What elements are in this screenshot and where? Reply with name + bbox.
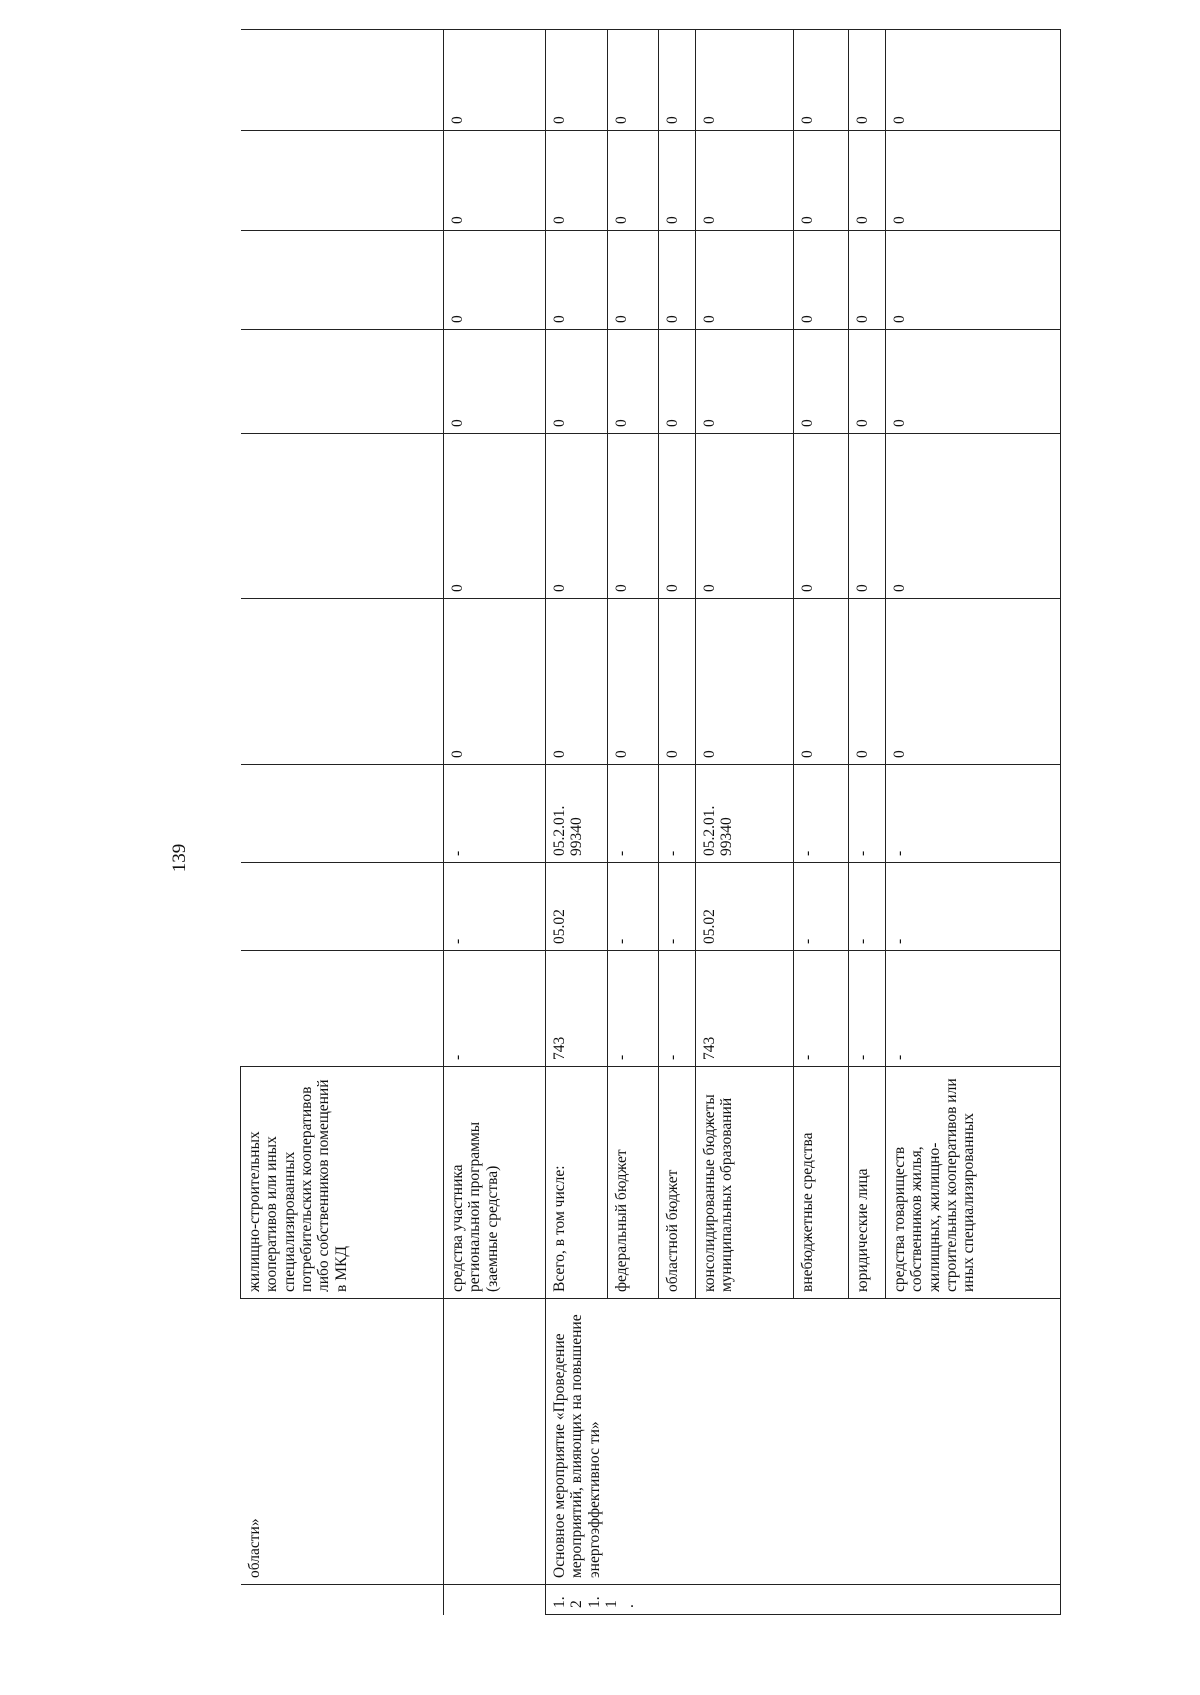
csr-cell [241,765,444,863]
source-cell: внебюджетные средства [794,1067,849,1299]
grbs-cell: - [444,951,546,1067]
value-cell: 0 [608,30,659,131]
value-cell: 0 [608,131,659,231]
value-cell: 0 [444,330,546,434]
value-cell [241,30,444,131]
rzpr-cell: 05.02 [546,863,608,951]
row-number-line: 1.1 [585,1596,621,1608]
value-cell: 0 [849,599,886,765]
rzpr-cell: 05.02 [696,863,794,951]
grbs-cell: 743 [546,951,608,1067]
value-cell: 0 [546,599,608,765]
group-title-cell [444,1299,546,1585]
value-cell: 0 [886,231,1061,330]
value-cell [241,330,444,434]
value-cell: 0 [546,434,608,599]
rzpr-cell: - [444,863,546,951]
csr-cell: 05.2.01. 99340 [546,765,608,863]
value-cell: 0 [794,434,849,599]
source-cell: Всего, в том числе: [546,1067,608,1299]
row-number-cell [241,1585,444,1615]
source-cell: областной бюджет [659,1067,696,1299]
row-number-line: . [620,1604,638,1608]
value-cell: 0 [794,131,849,231]
value-cell: 0 [696,30,794,131]
group-title-cell: Основное мероприятие «Проведение мероприятий, влияющих на повышение энергоэффективнос ти» [546,1299,1061,1585]
value-cell: 0 [444,434,546,599]
page-number: 139 [169,843,190,873]
value-cell: 0 [794,330,849,434]
value-cell: 0 [886,131,1061,231]
grbs-cell: - [849,951,886,1067]
rzpr-cell: - [849,863,886,951]
csr-cell: - [608,765,659,863]
rzpr-cell: - [659,863,696,951]
row-number-cell [444,1585,546,1615]
value-cell: 0 [849,434,886,599]
value-cell: 0 [608,330,659,434]
value-cell: 0 [696,131,794,231]
value-cell: 0 [608,599,659,765]
value-cell: 0 [659,599,696,765]
value-cell: 0 [444,231,546,330]
table-row [241,30,444,1615]
value-cell: 0 [696,330,794,434]
value-cell: 0 [444,131,546,231]
value-cell: 0 [546,330,608,434]
value-cell: 0 [886,434,1061,599]
value-cell: 0 [659,330,696,434]
csr-cell: - [794,765,849,863]
source-cell: юридические лица [849,1067,886,1299]
value-cell: 0 [696,599,794,765]
carry-over-cell: области» [241,1299,444,1585]
value-cell: 0 [546,131,608,231]
value-cell: 0 [444,599,546,765]
csr-cell: 05.2.01. 99340 [696,765,794,863]
grbs-cell [241,951,444,1067]
source-cell: жилищно-строительных кооперативов или иных специализированных потребительских кооперативов либо собственников помещений в МКД [241,1067,444,1299]
grbs-cell: - [794,951,849,1067]
value-cell: 0 [546,231,608,330]
value-cell: 0 [849,231,886,330]
csr-cell: - [849,765,886,863]
table-row [444,30,546,1615]
value-cell: 0 [794,231,849,330]
value-cell: 0 [849,30,886,131]
source-cell: средства участника региональной программы (заемные средства) [444,1067,546,1299]
rzpr-cell: - [794,863,849,951]
grbs-cell: 743 [696,951,794,1067]
value-cell: 0 [886,330,1061,434]
value-cell [241,131,444,231]
table-row [546,30,608,1615]
value-cell: 0 [849,131,886,231]
source-cell: консолидированные бюджеты муниципальных образований [696,1067,794,1299]
source-cell: средства товариществ собственников жилья, жилищных, жилищно-строительных кооперативов или иных специализированных [886,1067,1061,1299]
value-cell: 0 [659,434,696,599]
value-cell: 0 [849,330,886,434]
csr-cell: - [659,765,696,863]
row-number-cell [546,1585,1061,1615]
rotated-table-sheet [240,100,1070,1615]
grbs-cell: - [608,951,659,1067]
rzpr-cell [241,863,444,951]
value-cell: 0 [659,131,696,231]
value-cell: 0 [794,30,849,131]
value-cell: 0 [546,30,608,131]
row-number-line: 1.2 [551,1596,586,1608]
value-cell: 0 [608,434,659,599]
value-cell [241,231,444,330]
grbs-cell: - [659,951,696,1067]
value-cell: 0 [886,30,1061,131]
rzpr-cell: - [886,863,1061,951]
value-cell: 0 [659,231,696,330]
value-cell [241,599,444,765]
csr-cell: - [886,765,1061,863]
rzpr-cell: - [608,863,659,951]
value-cell: 0 [696,434,794,599]
value-cell: 0 [659,30,696,131]
value-cell: 0 [794,599,849,765]
source-cell: федеральный бюджет [608,1067,659,1299]
value-cell: 0 [886,599,1061,765]
value-cell: 0 [444,30,546,131]
csr-cell: - [444,765,546,863]
value-cell: 0 [608,231,659,330]
value-cell: 0 [696,231,794,330]
value-cell [241,434,444,599]
grbs-cell: - [886,951,1061,1067]
budget-table [240,29,1061,1615]
